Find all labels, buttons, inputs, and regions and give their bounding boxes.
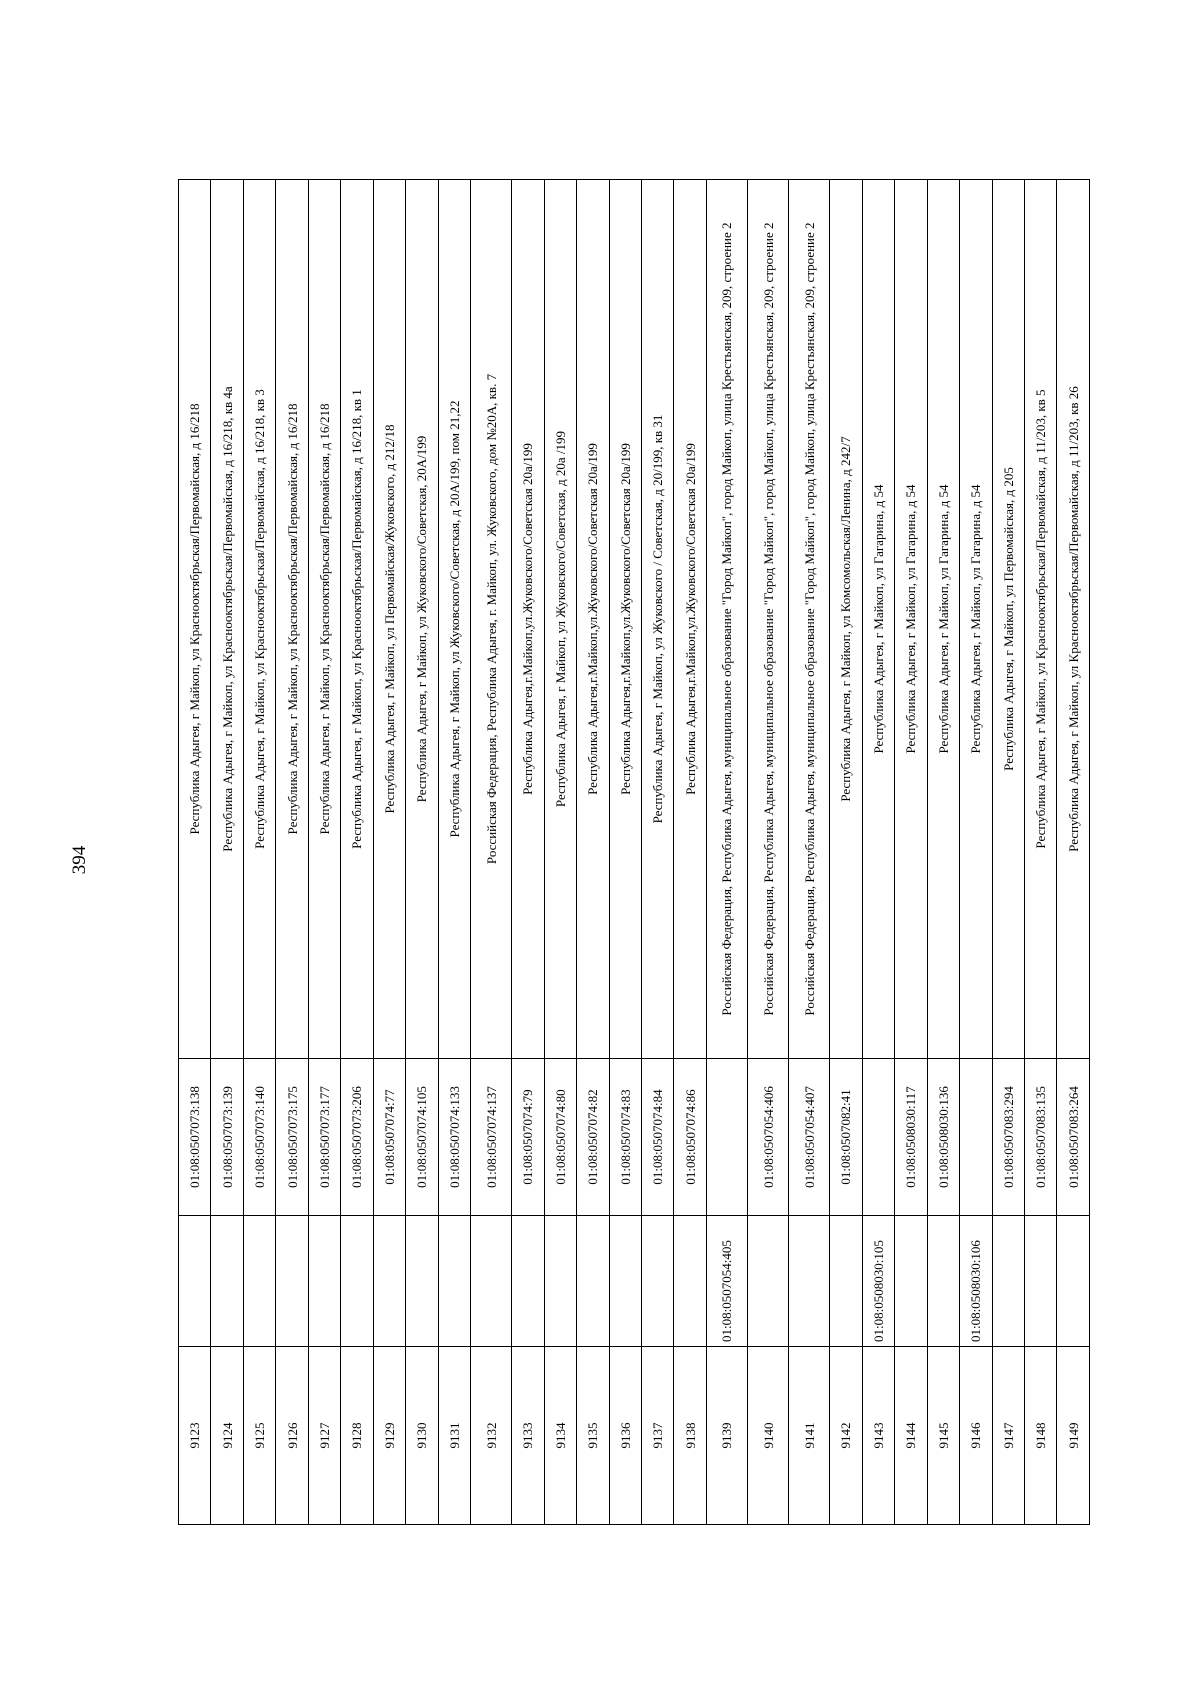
row-number-cell: 9144	[895, 1347, 927, 1525]
address-cell: Республика Адыгея, г Майкоп, ул Жуковского/Советская, 20А/199	[406, 180, 438, 1059]
parent-cadastral-cell	[1057, 1216, 1090, 1347]
table-row	[706, 180, 747, 1525]
cadastral-number-cell: 01:08:0507083:264	[1057, 1059, 1090, 1216]
row-number-cell: 9133	[512, 1347, 544, 1525]
address-cell: Республика Адыгея,г.Майкоп,ул.Жуковского/Советская 20а/199	[609, 180, 641, 1059]
table-body	[179, 180, 1090, 1525]
table-row	[748, 180, 789, 1525]
parent-cadastral-cell	[179, 1216, 211, 1347]
parent-cadastral-cell	[308, 1216, 340, 1347]
cadastral-number-cell: 01:08:0507074:105	[406, 1059, 438, 1216]
parent-cadastral-cell	[789, 1216, 830, 1347]
row-number-cell: 9139	[706, 1347, 747, 1525]
rotated-table-wrapper	[178, 180, 1090, 1525]
parent-cadastral-cell	[927, 1216, 959, 1347]
address-cell: Республика Адыгея, г Майкоп, ул Жуковского/Советская, д 20А/199, пом 21,22	[438, 180, 470, 1059]
cadastral-number-cell: 01:08:0508030:136	[927, 1059, 959, 1216]
address-cell: Республика Адыгея, г Майкоп, ул Краснооктябрьская/Первомайская, д 16/218	[179, 180, 211, 1059]
address-cell: Республика Адыгея, г Майкоп, ул Краснооктябрьская/Первомайская, д 11/203, кв 5	[1024, 180, 1056, 1059]
parent-cadastral-cell	[438, 1216, 470, 1347]
cadastral-number-cell: 01:08:0507074:137	[471, 1059, 512, 1216]
row-number-cell: 9130	[406, 1347, 438, 1525]
cadastral-table	[178, 179, 1090, 1525]
page-number: 394	[69, 845, 90, 875]
parent-cadastral-cell	[674, 1216, 706, 1347]
row-number-cell: 9148	[1024, 1347, 1056, 1525]
table-row	[471, 180, 512, 1525]
address-cell: Российская Федерация, Республика Адыгея, муниципальное образование "Город Майкоп", город Майкоп, улица Крестьянская, 209, строение 2	[748, 180, 789, 1059]
parent-cadastral-cell	[544, 1216, 576, 1347]
row-number-cell: 9132	[471, 1347, 512, 1525]
row-number-cell: 9135	[577, 1347, 609, 1525]
table-row	[960, 180, 992, 1525]
parent-cadastral-cell	[992, 1216, 1024, 1347]
cadastral-number-cell: 01:08:0507074:84	[642, 1059, 674, 1216]
table-row	[895, 180, 927, 1525]
address-cell: Республика Адыгея, г Майкоп, ул Краснооктябрьская/Первомайская, д 16/218, кв 4а	[211, 180, 243, 1059]
row-number-cell: 9137	[642, 1347, 674, 1525]
parent-cadastral-cell: 01:08:0507054:405	[706, 1216, 747, 1347]
address-cell: Республика Адыгея, г Майкоп, ул Гагарина, д 54	[927, 180, 959, 1059]
row-number-cell: 9136	[609, 1347, 641, 1525]
cadastral-number-cell: 01:08:0507074:82	[577, 1059, 609, 1216]
address-cell: Республика Адыгея, г Майкоп, ул Первомайская, д 205	[992, 180, 1024, 1059]
cadastral-number-cell	[706, 1059, 747, 1216]
row-number-cell: 9143	[862, 1347, 894, 1525]
parent-cadastral-cell	[642, 1216, 674, 1347]
parent-cadastral-cell	[471, 1216, 512, 1347]
parent-cadastral-cell	[609, 1216, 641, 1347]
address-cell: Республика Адыгея, г Майкоп, ул Комсомольская/Ленина, д 242/7	[830, 180, 862, 1059]
table-row	[609, 180, 641, 1525]
parent-cadastral-cell	[577, 1216, 609, 1347]
row-number-cell: 9142	[830, 1347, 862, 1525]
table-row	[1057, 180, 1090, 1525]
cadastral-number-cell: 01:08:0507082:41	[830, 1059, 862, 1216]
table-row	[927, 180, 959, 1525]
table-row	[992, 180, 1024, 1525]
address-cell: Российская Федерация, Республика Адыгея, муниципальное образование "Город Майкоп", город Майкоп, улица Крестьянская, 209, строение 2	[789, 180, 830, 1059]
row-number-cell: 9123	[179, 1347, 211, 1525]
address-cell: Республика Адыгея, г Майкоп, ул Краснооктябрьская/Первомайская, д 16/218, кв 1	[341, 180, 373, 1059]
table-row	[308, 180, 340, 1525]
cadastral-number-cell: 01:08:0507073:140	[243, 1059, 275, 1216]
table-row	[341, 180, 373, 1525]
table-row	[179, 180, 211, 1525]
cadastral-number-cell	[862, 1059, 894, 1216]
row-number-cell: 9146	[960, 1347, 992, 1525]
parent-cadastral-cell	[243, 1216, 275, 1347]
address-cell: Республика Адыгея, г Майкоп, ул Жуковского/Советская, д 20а /199	[544, 180, 576, 1059]
row-number-cell: 9134	[544, 1347, 576, 1525]
parent-cadastral-cell	[341, 1216, 373, 1347]
address-cell: Республика Адыгея,г.Майкоп,ул.Жуковского/Советская 20а/199	[512, 180, 544, 1059]
parent-cadastral-cell	[276, 1216, 308, 1347]
cadastral-number-cell: 01:08:0507074:80	[544, 1059, 576, 1216]
parent-cadastral-cell	[1024, 1216, 1056, 1347]
table-row	[544, 180, 576, 1525]
parent-cadastral-cell	[211, 1216, 243, 1347]
table-row	[438, 180, 470, 1525]
parent-cadastral-cell	[830, 1216, 862, 1347]
table-row	[674, 180, 706, 1525]
row-number-cell: 9131	[438, 1347, 470, 1525]
row-number-cell: 9147	[992, 1347, 1024, 1525]
parent-cadastral-cell	[406, 1216, 438, 1347]
table-row	[243, 180, 275, 1525]
row-number-cell: 9138	[674, 1347, 706, 1525]
table-row	[211, 180, 243, 1525]
table-row	[577, 180, 609, 1525]
cadastral-number-cell: 01:08:0507074:79	[512, 1059, 544, 1216]
cadastral-number-cell: 01:08:0507073:139	[211, 1059, 243, 1216]
table-row	[512, 180, 544, 1525]
cadastral-number-cell: 01:08:0507073:177	[308, 1059, 340, 1216]
table-row	[276, 180, 308, 1525]
address-cell: Республика Адыгея, г Майкоп, ул Краснооктябрьская/Первомайская, д 16/218, кв 3	[243, 180, 275, 1059]
parent-cadastral-cell: 01:08:0508030:106	[960, 1216, 992, 1347]
table-row	[1024, 180, 1056, 1525]
parent-cadastral-cell	[895, 1216, 927, 1347]
cadastral-number-cell: 01:08:0507083:135	[1024, 1059, 1056, 1216]
cadastral-number-cell: 01:08:0508030:117	[895, 1059, 927, 1216]
parent-cadastral-cell	[373, 1216, 405, 1347]
address-cell: Республика Адыгея, г Майкоп, ул Гагарина, д 54	[862, 180, 894, 1059]
table-row	[862, 180, 894, 1525]
cadastral-number-cell: 01:08:0507083:294	[992, 1059, 1024, 1216]
cadastral-number-cell: 01:08:0507074:86	[674, 1059, 706, 1216]
row-number-cell: 9129	[373, 1347, 405, 1525]
cadastral-number-cell: 01:08:0507074:133	[438, 1059, 470, 1216]
cadastral-number-cell: 01:08:0507074:77	[373, 1059, 405, 1216]
cadastral-number-cell: 01:08:0507074:83	[609, 1059, 641, 1216]
row-number-cell: 9145	[927, 1347, 959, 1525]
address-cell: Российская Федерация, Республика Адыгея, муниципальное образование "Город Майкоп", город Майкоп, улица Крестьянская, 209, строение 2	[706, 180, 747, 1059]
parent-cadastral-cell: 01:08:0508030:105	[862, 1216, 894, 1347]
parent-cadastral-cell	[512, 1216, 544, 1347]
address-cell: Республика Адыгея, г Майкоп, ул Жуковского / Советская, д 20/199, кв 31	[642, 180, 674, 1059]
row-number-cell: 9149	[1057, 1347, 1090, 1525]
row-number-cell: 9141	[789, 1347, 830, 1525]
cadastral-number-cell	[960, 1059, 992, 1216]
cadastral-number-cell: 01:08:0507054:407	[789, 1059, 830, 1216]
cadastral-number-cell: 01:08:0507073:175	[276, 1059, 308, 1216]
cadastral-number-cell: 01:08:0507073:138	[179, 1059, 211, 1216]
table-row	[373, 180, 405, 1525]
table-row	[406, 180, 438, 1525]
address-cell: Республика Адыгея,г.Майкоп,ул.Жуковского/Советская 20а/199	[577, 180, 609, 1059]
address-cell: Республика Адыгея, г Майкоп, ул Краснооктябрьская/Первомайская, д 16/218	[308, 180, 340, 1059]
address-cell: Республика Адыгея, г Майкоп, ул Краснооктябрьская/Первомайская, д 16/218	[276, 180, 308, 1059]
address-cell: Республика Адыгея,г.Майкоп,ул.Жуковского/Советская 20а/199	[674, 180, 706, 1059]
row-number-cell: 9126	[276, 1347, 308, 1525]
cadastral-number-cell: 01:08:0507073:206	[341, 1059, 373, 1216]
address-cell: Республика Адыгея, г Майкоп, ул Краснооктябрьская/Первомайская, д 11/203, кв 26	[1057, 180, 1090, 1059]
table-row	[642, 180, 674, 1525]
parent-cadastral-cell	[748, 1216, 789, 1347]
address-cell: Республика Адыгея, г Майкоп, ул Первомайская/Жуковского, д 212/18	[373, 180, 405, 1059]
table-row	[830, 180, 862, 1525]
row-number-cell: 9140	[748, 1347, 789, 1525]
row-number-cell: 9124	[211, 1347, 243, 1525]
cadastral-number-cell: 01:08:0507054:406	[748, 1059, 789, 1216]
table-row	[789, 180, 830, 1525]
address-cell: Российская Федерация, Республика Адыгея, г. Майкоп, ул. Жуковского, дом №20А, кв. 7	[471, 180, 512, 1059]
row-number-cell: 9125	[243, 1347, 275, 1525]
row-number-cell: 9127	[308, 1347, 340, 1525]
row-number-cell: 9128	[341, 1347, 373, 1525]
address-cell: Республика Адыгея, г Майкоп, ул Гагарина, д 54	[960, 180, 992, 1059]
address-cell: Республика Адыгея, г Майкоп, ул Гагарина, д 54	[895, 180, 927, 1059]
